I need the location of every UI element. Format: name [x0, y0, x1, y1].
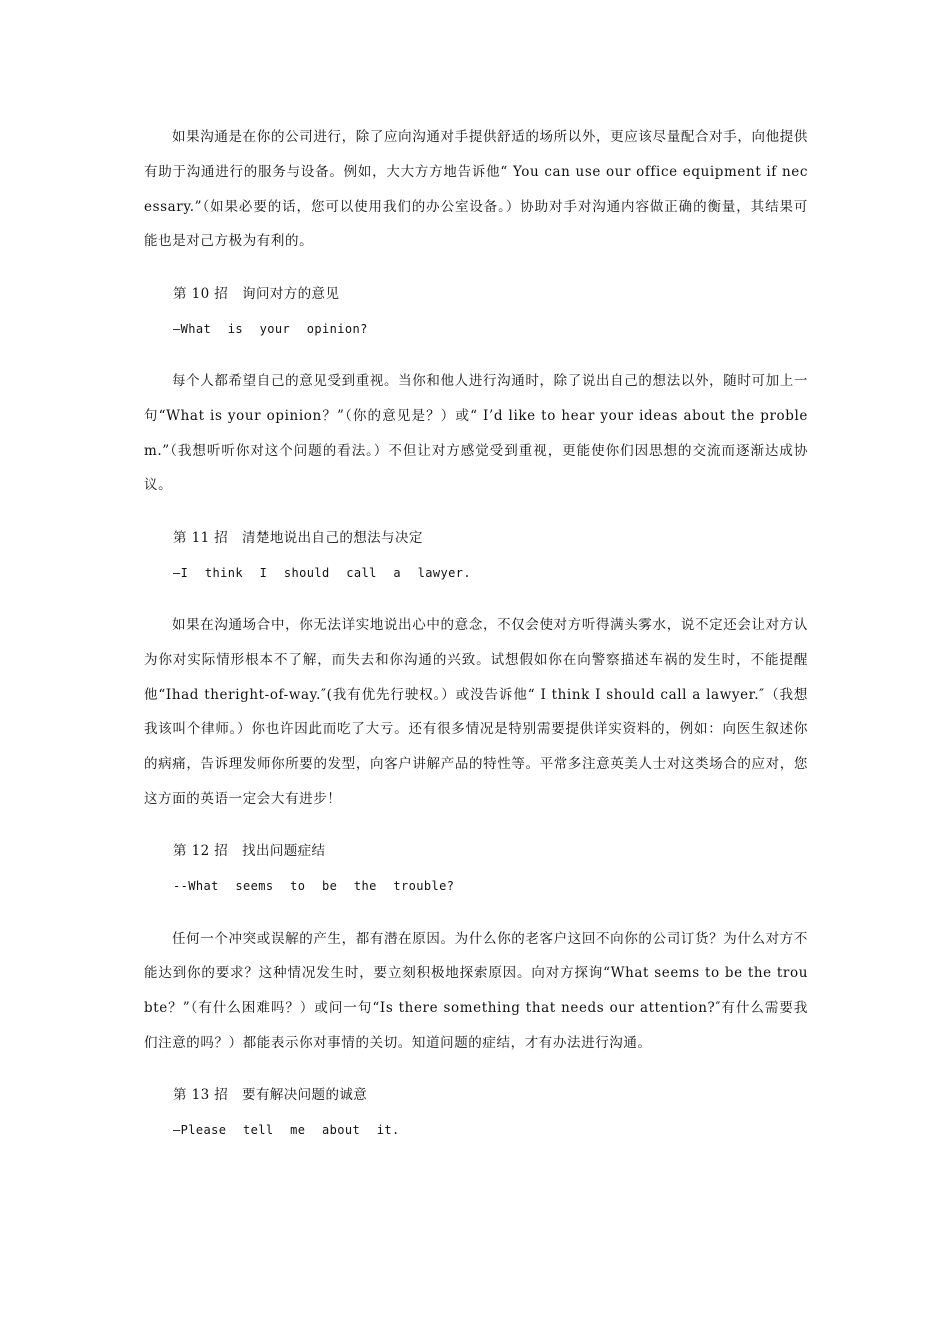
section-13 — [144, 1078, 808, 1148]
spacer — [144, 904, 808, 922]
spacer — [144, 817, 808, 835]
paragraph-clear-expression: 如果在沟通场合中，你无法详实地说出心中的意念，不仅会使对方听得满头雾水，说不定还会让对方认为你对实际情形根本不了解，而失去和你沟通的兴致。试想假如你在向警察描述车祸的发生时，不能提醒他“Ihad theright-of-way.″(我有优先行驶权。）或没告诉他“ I think I should call a lawyer.″（我想我该叫个律师。）你也许因此而吃了大亏。还有很多情况是特别需要提供详实资料的，例如：向医生叙述你的病痛，告诉理发师你所要的发型，向客户讲解产品的特性等。平常多注意英美人士对这类场合的应对，您这方面的英语一定会大有进步！ — [144, 616, 808, 807]
section-11 — [144, 521, 808, 591]
section-13-phrase: —Please tell me about it. — [173, 1123, 400, 1138]
spacer — [144, 346, 808, 364]
spacer — [144, 503, 808, 521]
spacer — [144, 259, 808, 277]
paragraph-office-equipment: 如果沟通是在你的公司进行，除了应向沟通对手提供舒适的场所以外，更应该尽量配合对手，向他提供有助于沟通进行的服务与设备。例如，大大方方地告诉他“ You can use our office equipment if necessary.”（如果必要的话，您可以使用我们的办公室设备。）协助对手对沟通内容做正确的衡量，其结果可能也是对己方极为有利的。 — [144, 129, 808, 250]
section-12-phrase: --What seems to be the trouble? — [173, 879, 455, 894]
paragraph-find-problem: 任何一个冲突或误解的产生，都有潜在原因。为什么你的老客户这回不向你的公司订货？为什么对方不能达到你的要求？这种情况发生时，要立刻积极地探索原因。向对方探询“What seems to be the troubte？”（有什么困难吗？）或问一句“Is there something that needs our attention?″有什么需要我们注意的吗？）都能表示你对事情的关切。知道问题的症结，才有办法进行沟通。 — [144, 930, 808, 1051]
section-12 — [144, 834, 808, 904]
section-11-title: 第 11 招 清楚地说出自己的想法与决定 — [173, 529, 423, 546]
section-11-phrase: —I think I should call a lawyer. — [173, 565, 471, 580]
section-10-title: 第 10 招 询问对方的意见 — [173, 285, 340, 302]
section-13-title: 第 13 招 要有解决问题的诚意 — [173, 1087, 368, 1104]
spacer — [144, 590, 808, 608]
section-10-phrase: —What is your opinion? — [173, 321, 368, 336]
section-10 — [144, 277, 808, 347]
section-12-title: 第 12 招 找出问题症结 — [173, 843, 326, 860]
paragraph-opinion: 每个人都希望自己的意见受到重视。当你和他人进行沟通时，除了说出自己的想法以外，随时可加上一句“What is your opinion？”（你的意见是？）或“ I’d like to hear your ideas about the problem.”（我想听听你对这个问题的看法。）不但让对方感觉受到重视，更能使你们因思想的交流而逐渐达成协议。 — [144, 372, 808, 494]
document-page — [144, 120, 808, 1148]
spacer — [144, 1061, 808, 1079]
